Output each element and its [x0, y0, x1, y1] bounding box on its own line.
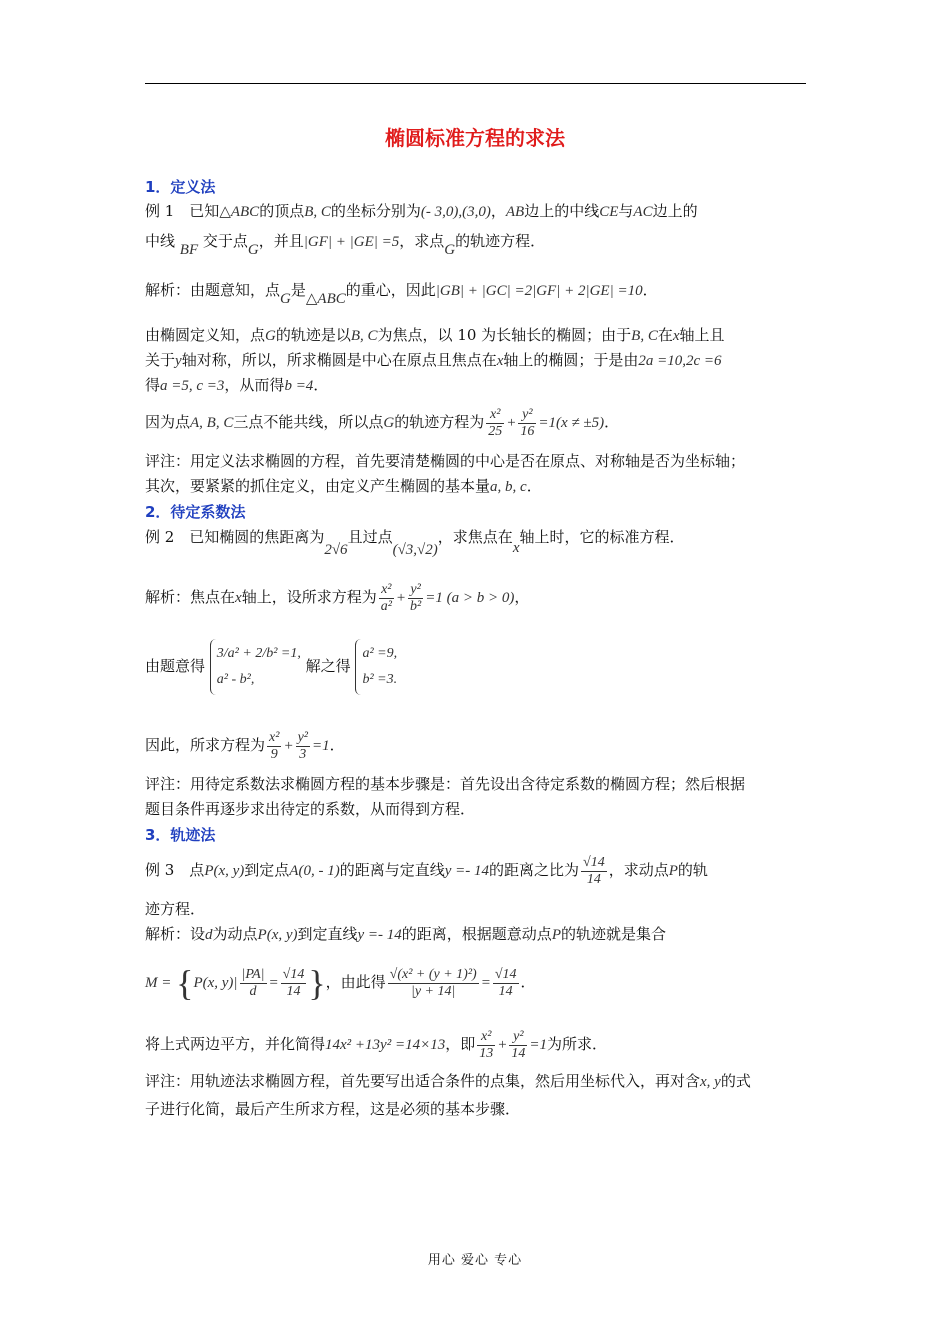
math: G — [247, 242, 259, 258]
math: + — [395, 590, 407, 606]
solution-3-line-3 — [145, 1024, 607, 1065]
text: 的轨迹是以 — [275, 326, 351, 344]
text: 的式 — [720, 1072, 751, 1090]
text: ，从而得 — [224, 376, 285, 394]
math: + — [497, 1037, 508, 1053]
numerator: x² — [486, 407, 504, 424]
solution-1-line-5 — [145, 402, 619, 443]
text: 的轨迹就是集合 — [560, 925, 666, 943]
math: P — [668, 863, 678, 879]
math: y — [175, 353, 182, 369]
text: ，求动点 — [608, 861, 669, 879]
example-3-line-2: 迹方程． — [145, 900, 206, 918]
math: =1(x ≠ ±5) — [538, 415, 605, 431]
numerator: x² — [477, 1029, 495, 1046]
text: ， — [514, 588, 530, 606]
text: 轴上，设所求方程为 — [241, 588, 377, 606]
math: B, C — [304, 204, 331, 220]
text: 到定直线 — [297, 925, 358, 943]
fraction — [509, 1029, 527, 1062]
equation-system-b — [355, 639, 397, 695]
text: ． — [526, 477, 542, 495]
example-1-line-2 — [145, 231, 546, 258]
text: 的重心，因此 — [345, 281, 436, 299]
numerator: √14 — [583, 854, 605, 870]
denominator: a² — [380, 598, 392, 614]
math: BF — [179, 242, 199, 258]
example-2-line-1 — [145, 527, 685, 558]
math: =1 (a > b > 0) — [425, 590, 515, 606]
math: P(x, y) — [204, 863, 245, 879]
math: =1 — [311, 738, 330, 754]
fraction — [267, 730, 281, 763]
denominator: 16 — [520, 423, 535, 439]
text: 因为点 — [145, 413, 191, 431]
text: 轴上时，它的标准方程． — [519, 528, 685, 546]
math: M = — [145, 975, 172, 991]
math: G — [444, 242, 456, 258]
comment-2-line-1: 评注：用待定系数法求椭圆方程的基本步骤是：首先设出含待定系数的椭圆方程；然后根据 — [145, 775, 746, 793]
solution-1-line-4 — [145, 375, 328, 396]
text: 解析：设 — [145, 925, 206, 943]
fraction — [518, 407, 536, 440]
text: 因此，所求方程为 — [145, 736, 266, 754]
page-footer: 用心 爱心 专心 — [427, 1253, 523, 1268]
denominator: 3 — [299, 746, 307, 762]
text: 例 2 已知椭圆的焦距离为 — [145, 528, 325, 546]
math: + — [283, 738, 294, 754]
fraction — [408, 582, 423, 615]
math: y =- 14 — [357, 927, 402, 943]
math: P(x, y) — [257, 927, 298, 943]
math: AB — [505, 204, 525, 220]
math: (- 3,0),(3,0) — [420, 204, 491, 220]
text: 由题意得 — [145, 657, 206, 675]
text: ． — [313, 376, 329, 394]
comment-1-line-2 — [145, 476, 542, 497]
numerator: y² — [518, 407, 536, 424]
text: 由椭圆定义知，点 — [145, 326, 266, 344]
math: y =- 14 — [444, 863, 489, 879]
equation: a² =9, — [362, 646, 398, 661]
text: ，即 — [445, 1035, 476, 1053]
text: 轴对称，所以，所求椭圆是中心在原点且焦点在 — [181, 351, 497, 369]
text: 为所求． — [546, 1035, 607, 1053]
numerator: y² — [509, 1029, 527, 1046]
fraction — [493, 967, 519, 1000]
math: 14x² +13y² =14×13 — [325, 1037, 446, 1053]
text: 的轨 — [677, 861, 708, 879]
math: x — [496, 353, 504, 369]
denominator: d — [249, 983, 257, 999]
solution-1-line-1 — [145, 280, 658, 307]
comment-3-line-2: 子进行化简，最后产生所求方程，这是必须的基本步骤． — [145, 1100, 521, 1118]
equation: b² =3. — [362, 672, 398, 687]
math: (√3,√2) — [392, 542, 438, 558]
text: 关于 — [145, 351, 176, 369]
text: 解之得 — [305, 657, 351, 675]
denominator: 14 — [511, 1045, 526, 1061]
numerator: |PA| — [241, 966, 265, 982]
text: 且过点 — [347, 528, 393, 546]
math: x — [512, 540, 520, 556]
denominator: |y + 14| — [410, 983, 456, 999]
math: G — [265, 328, 276, 344]
fraction — [296, 730, 310, 763]
example-1-line-1 — [145, 201, 698, 222]
math: △ABC — [305, 291, 346, 307]
text: 到定点 — [244, 861, 290, 879]
comment-3-line-1 — [145, 1071, 751, 1092]
page-title: 椭圆标准方程的求法 — [385, 126, 565, 150]
equation: 3/a² + 2/b² =1, — [216, 646, 301, 661]
text: 的轨迹方程为 — [394, 413, 485, 431]
math: 2a =10,2c =6 — [638, 353, 722, 369]
solution-1-line-2 — [145, 325, 725, 346]
numerator: √14 — [282, 966, 305, 982]
math: A, B, C — [190, 415, 234, 431]
text: 为动点 — [212, 925, 258, 943]
fraction — [379, 582, 394, 615]
fraction — [281, 967, 307, 1000]
right-brace: } — [308, 963, 326, 1003]
text: 的距离与定直线 — [339, 861, 445, 879]
solution-3-line-1 — [145, 924, 666, 945]
numerator: y² — [408, 582, 423, 599]
math: |GF| + |GE| =5 — [303, 234, 400, 250]
text: 的距离之比为 — [489, 861, 580, 879]
math: 2√6 — [324, 542, 348, 558]
text: 边上的 — [652, 202, 698, 220]
math: △ABC — [219, 204, 260, 220]
numerator: √14 — [494, 966, 517, 982]
fraction — [486, 407, 504, 440]
text: 为焦点，以 10 为长轴长的椭圆；由于 — [377, 326, 632, 344]
text: ． — [604, 413, 620, 431]
text: 在 — [657, 326, 673, 344]
math: x — [235, 590, 242, 606]
math: P(x, y)| — [193, 975, 238, 991]
comment-1-line-1: 评注：用定义法求椭圆的方程，首先要清楚椭圆的中心是否在原点、对称轴是否为坐标轴； — [145, 452, 746, 470]
solution-1-line-3 — [145, 350, 722, 371]
denominator: 9 — [270, 746, 278, 762]
math: x, y — [700, 1074, 721, 1090]
text: 其次，要紧紧的抓住定义，由定义产生椭圆的基本量 — [145, 477, 491, 495]
equation: a² - b², — [216, 672, 255, 687]
comment-2-line-2: 题目条件再逐步求出待定的系数，从而得到方程． — [145, 800, 476, 818]
text: 中线 — [145, 232, 176, 250]
example-3-line-1 — [145, 850, 708, 891]
text: ，求点 — [399, 232, 445, 250]
fraction — [388, 967, 479, 1000]
fraction — [477, 1029, 495, 1062]
text: 评注：用轨迹法求椭圆方程，首先要写出适合条件的点集，然后用坐标代入，再对含 — [145, 1072, 701, 1090]
text: ． — [642, 281, 658, 299]
left-brace: { — [176, 963, 194, 1003]
numerator: √(x² + (y + 1)²) — [389, 966, 477, 982]
section-heading-1: 1．定义法 — [145, 178, 216, 196]
text: 例 1 已知 — [145, 202, 220, 220]
numerator: x² — [379, 582, 394, 599]
numerator: x² — [269, 729, 280, 745]
text: 解析：焦点在 — [145, 588, 236, 606]
denominator: 14 — [498, 983, 513, 999]
denominator: b² — [410, 598, 422, 614]
text: 得 — [145, 376, 161, 394]
header-rule — [145, 83, 806, 84]
text: 的距离，根据题意动点 — [401, 925, 552, 943]
text: 与 — [618, 202, 634, 220]
text: 将上式两边平方，并化简得 — [145, 1035, 326, 1053]
math: B, C — [631, 328, 658, 344]
equation-system-a — [210, 639, 301, 695]
text: 的顶点 — [259, 202, 305, 220]
text: 交于点 — [202, 232, 248, 250]
text: 边上的中线 — [524, 202, 600, 220]
solution-2-line-3 — [145, 725, 345, 766]
text: ，求焦点在 — [437, 528, 513, 546]
section-heading-2: 2．待定系数法 — [145, 503, 246, 521]
math: a =5, c =3 — [160, 378, 225, 394]
math: G — [280, 291, 291, 307]
text: ，并且 — [258, 232, 304, 250]
math: = — [268, 975, 279, 991]
math: B, C — [350, 328, 378, 344]
math: a, b, c — [490, 479, 527, 495]
section-heading-3: 3．轨迹法 — [145, 826, 216, 844]
denominator: 25 — [488, 423, 503, 439]
math: G — [383, 415, 395, 431]
math: A(0, - 1) — [289, 863, 340, 879]
denominator: 13 — [479, 1045, 494, 1061]
text: ，由此得 — [325, 973, 386, 991]
math: d — [205, 927, 213, 943]
text: 轴上且 — [679, 326, 725, 344]
text: ． — [329, 736, 345, 754]
math: |GB| + |GC| =2|GF| + 2|GE| =10 — [435, 283, 643, 299]
math: + — [506, 415, 517, 431]
solution-2-line-1 — [145, 577, 529, 618]
math: =1 — [529, 1037, 547, 1053]
math: CE — [599, 204, 619, 220]
text: 三点不能共线，所以点 — [233, 413, 384, 431]
solution-2-line-2 — [145, 636, 397, 696]
denominator: 14 — [286, 983, 301, 999]
text: ． — [520, 973, 536, 991]
text: ， — [490, 202, 506, 220]
denominator: 14 — [586, 871, 601, 887]
text: 是 — [290, 281, 306, 299]
math: AC — [633, 204, 653, 220]
numerator: y² — [297, 729, 308, 745]
math: x — [672, 328, 680, 344]
math: b =4 — [284, 378, 314, 394]
fraction — [581, 855, 607, 888]
text: 轴上的椭圆；于是由 — [503, 351, 639, 369]
math: = — [480, 975, 491, 991]
text: 的轨迹方程． — [455, 232, 546, 250]
text: 例 3 点 — [145, 861, 205, 879]
text: 解析：由题意知，点 — [145, 281, 281, 299]
fraction — [240, 967, 267, 1000]
solution-3-line-2 — [145, 958, 536, 1007]
text: 的坐标分别为 — [330, 202, 421, 220]
math: P — [551, 927, 561, 943]
